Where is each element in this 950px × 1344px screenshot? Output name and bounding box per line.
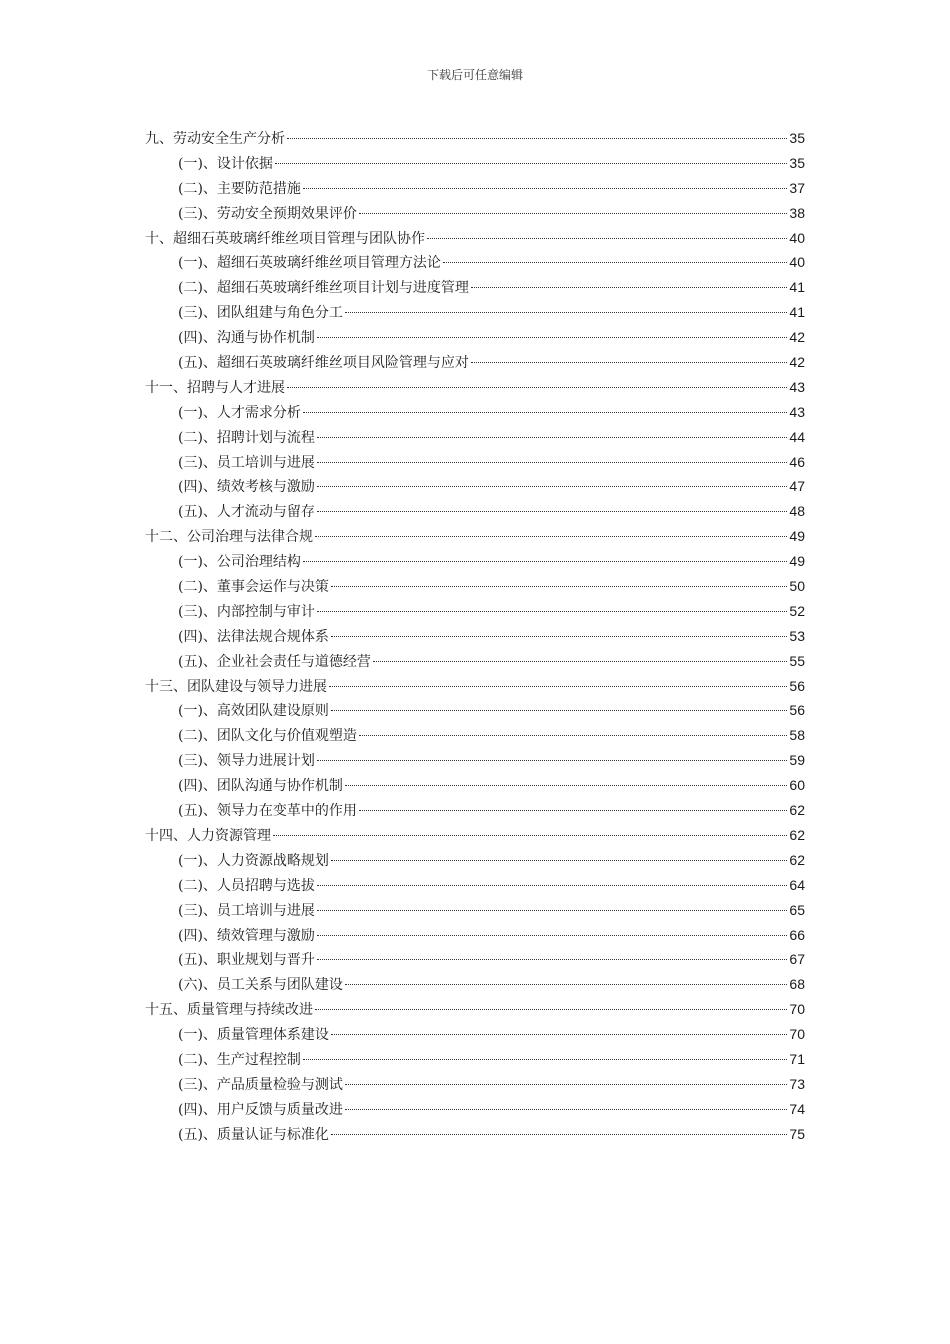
toc-dot-leader [303,412,787,413]
toc-entry-title: (二)、人员招聘与选拔 [178,877,315,894]
toc-entry-title: (六)、员工关系与团队建设 [178,977,343,994]
toc-page-number: 41 [789,304,805,321]
toc-dot-leader [315,536,787,537]
toc-chapter-entry[interactable] [145,674,805,699]
toc-entry-title: (二)、招聘计划与流程 [178,429,315,446]
toc-section-entry[interactable] [145,624,805,649]
toc-section-entry[interactable] [145,474,805,499]
toc-dot-leader [331,586,787,587]
toc-page-number: 42 [789,329,805,346]
toc-dot-leader [317,437,787,438]
toc-page-number: 35 [789,154,805,171]
toc-page-number: 40 [789,254,805,271]
toc-page-number: 43 [789,378,805,395]
toc-entry-title: (四)、团队沟通与协作机制 [178,778,343,795]
toc-page-number: 55 [789,652,805,669]
toc-entry-title: (一)、质量管理体系建设 [178,1027,329,1044]
toc-section-entry[interactable] [145,425,805,450]
toc-dot-leader [317,511,787,512]
toc-page-number: 48 [789,503,805,520]
toc-section-entry[interactable] [145,201,805,226]
toc-entry-title: (五)、领导力在变革中的作用 [178,803,357,820]
toc-section-entry[interactable] [145,923,805,948]
toc-dot-leader [317,611,787,612]
toc-entry-title: 十一、招聘与人才进展 [145,379,285,396]
toc-dot-leader [359,213,787,214]
toc-page-number: 37 [789,179,805,196]
toc-section-entry[interactable] [145,574,805,599]
toc-dot-leader [427,238,787,239]
toc-dot-leader [317,935,787,936]
toc-page-number: 58 [789,727,805,744]
toc-entry-title: (五)、超细石英玻璃纤维丝项目风险管理与应对 [178,355,469,372]
toc-dot-leader [331,1034,787,1035]
toc-page-number: 60 [789,777,805,794]
toc-entry-title: (一)、人才需求分析 [178,404,301,421]
toc-dot-leader [359,735,787,736]
toc-dot-leader [317,959,787,960]
toc-section-entry[interactable] [145,748,805,773]
toc-page-number: 52 [789,602,805,619]
toc-chapter-entry[interactable] [145,997,805,1022]
toc-page-number: 71 [789,1050,805,1067]
toc-dot-leader [471,362,787,363]
toc-section-entry[interactable] [145,1097,805,1122]
toc-section-entry[interactable] [145,1122,805,1147]
toc-dot-leader [317,486,787,487]
toc-page-number: 70 [789,1026,805,1043]
toc-page-number: 50 [789,578,805,595]
toc-entry-title: (五)、人才流动与留存 [178,504,315,521]
toc-section-entry[interactable] [145,723,805,748]
toc-page-number: 38 [789,204,805,221]
toc-entry-title: (三)、团队组建与角色分工 [178,305,343,322]
toc-dot-leader [315,1009,787,1010]
toc-chapter-entry[interactable] [145,823,805,848]
toc-entry-title: (五)、质量认证与标准化 [178,1126,329,1143]
toc-entry-title: (三)、领导力进展计划 [178,753,315,770]
toc-entry-title: 十四、人力资源管理 [145,827,271,844]
toc-section-entry[interactable] [145,898,805,923]
toc-dot-leader [287,138,787,139]
toc-page-number: 53 [789,627,805,644]
page-header: 下载后可任意编辑 [426,68,523,82]
toc-page-number: 42 [789,354,805,371]
toc-section-entry[interactable] [145,275,805,300]
toc-page-number: 70 [789,1001,805,1018]
toc-section-entry[interactable] [145,599,805,624]
toc-entry-title: 九、劳动安全生产分析 [145,131,285,147]
toc-entry-title: 十五、质量管理与持续改进 [145,1002,313,1019]
toc-dot-leader [317,885,787,886]
toc-entry-title: (三)、产品质量检验与测试 [178,1076,343,1093]
toc-dot-leader [303,1059,787,1060]
toc-entry-title: (二)、主要防范措施 [178,180,301,197]
toc-dot-leader [471,287,787,288]
toc-section-entry[interactable] [145,499,805,524]
toc-entry-title: (一)、人力资源战略规划 [178,852,329,869]
toc-entry-title: (二)、团队文化与价值观塑造 [178,728,357,745]
toc-entry-title: (二)、超细石英玻璃纤维丝项目计划与进度管理 [178,280,469,297]
toc-section-entry[interactable] [145,176,805,201]
toc-dot-leader [373,661,787,662]
toc-entry-title: (二)、生产过程控制 [178,1051,301,1068]
toc-entry-title: (一)、超细石英玻璃纤维丝项目管理方法论 [178,255,441,272]
toc-page-number: 62 [789,826,805,843]
toc-entry-title: (四)、法律法规合规体系 [178,628,329,645]
toc-section-entry[interactable] [145,350,805,375]
toc-chapter-entry[interactable] [145,126,805,151]
toc-page-number: 64 [789,876,805,893]
toc-section-entry[interactable] [145,698,805,723]
toc-entry-title: (三)、劳动安全预期效果评价 [178,205,357,222]
toc-dot-leader [317,462,787,463]
toc-page-number: 49 [789,553,805,570]
toc-page-number: 75 [789,1125,805,1142]
toc-entry-title: (二)、董事会运作与决策 [178,579,329,596]
toc-page-number: 74 [789,1100,805,1117]
toc-entry-title: (四)、沟通与协作机制 [178,330,315,347]
toc-page-number: 73 [789,1075,805,1092]
toc-page-number: 40 [789,229,805,246]
toc-dot-leader [359,810,787,811]
toc-dot-leader [345,785,787,786]
toc-section-entry[interactable] [145,947,805,972]
toc-section-entry[interactable] [145,325,805,350]
toc-chapter-entry[interactable] [145,524,805,549]
toc-dot-leader [275,163,787,164]
toc-entry-title: (四)、用户反馈与质量改进 [178,1101,343,1118]
toc-section-entry[interactable] [145,300,805,325]
toc-chapter-entry[interactable] [145,226,805,251]
toc-dot-leader [303,188,787,189]
toc-page-number: 62 [789,802,805,819]
toc-entry-title: 十、超细石英玻璃纤维丝项目管理与团队协作 [145,230,425,247]
toc-page-number: 43 [789,403,805,420]
toc-entry-title: (三)、员工培训与进展 [178,902,315,919]
toc-dot-leader [345,984,787,985]
toc-dot-leader [331,710,787,711]
table-of-contents [145,126,805,1147]
toc-section-entry[interactable] [145,151,805,176]
toc-dot-leader [331,1134,787,1135]
toc-entry-title: (三)、内部控制与审计 [178,603,315,620]
toc-entry-title: 十二、公司治理与法律合规 [145,529,313,546]
toc-section-entry[interactable] [145,972,805,997]
toc-dot-leader [329,686,787,687]
toc-section-entry[interactable] [145,773,805,798]
toc-dot-leader [331,636,787,637]
toc-section-entry[interactable] [145,250,805,275]
toc-dot-leader [317,337,787,338]
toc-page-number: 41 [789,279,805,296]
toc-page-number: 65 [789,901,805,918]
toc-page-number: 56 [789,677,805,694]
toc-page-number: 68 [789,976,805,993]
toc-entry-title: (一)、设计依据 [178,155,273,172]
toc-page-number: 46 [789,453,805,470]
toc-entry-title: (五)、职业规划与晋升 [178,952,315,969]
toc-dot-leader [317,910,787,911]
toc-entry-title: (一)、高效团队建设原则 [178,703,329,720]
toc-page-number: 44 [789,428,805,445]
toc-dot-leader [345,312,787,313]
toc-section-entry[interactable] [145,848,805,873]
toc-section-entry[interactable] [145,649,805,674]
toc-page-number: 66 [789,926,805,943]
toc-section-entry[interactable] [145,549,805,574]
toc-dot-leader [303,561,787,562]
toc-section-entry[interactable] [145,798,805,823]
toc-section-entry[interactable] [145,1072,805,1097]
toc-page-number: 49 [789,528,805,545]
toc-page-number: 35 [789,130,805,146]
toc-page-number: 67 [789,951,805,968]
toc-entry-title: (五)、企业社会责任与道德经营 [178,653,371,670]
toc-dot-leader [273,835,787,836]
toc-dot-leader [443,262,787,263]
toc-section-entry[interactable] [145,450,805,475]
toc-entry-title: (四)、绩效管理与激励 [178,927,315,944]
toc-page-number: 62 [789,851,805,868]
toc-section-entry[interactable] [145,873,805,898]
toc-page-number: 47 [789,478,805,495]
toc-dot-leader [317,760,787,761]
toc-section-entry[interactable] [145,400,805,425]
toc-entry-title: (一)、公司治理结构 [178,554,301,571]
toc-section-entry[interactable] [145,1022,805,1047]
toc-dot-leader [287,387,787,388]
toc-dot-leader [345,1109,787,1110]
toc-section-entry[interactable] [145,1047,805,1072]
toc-dot-leader [331,860,787,861]
toc-entry-title: (三)、员工培训与进展 [178,454,315,471]
toc-dot-leader [345,1084,787,1085]
toc-page-number: 56 [789,702,805,719]
toc-page-number: 59 [789,752,805,769]
toc-entry-title: (四)、绩效考核与激励 [178,479,315,496]
toc-entry-title: 十三、团队建设与领导力进展 [145,678,327,695]
toc-chapter-entry[interactable] [145,375,805,400]
